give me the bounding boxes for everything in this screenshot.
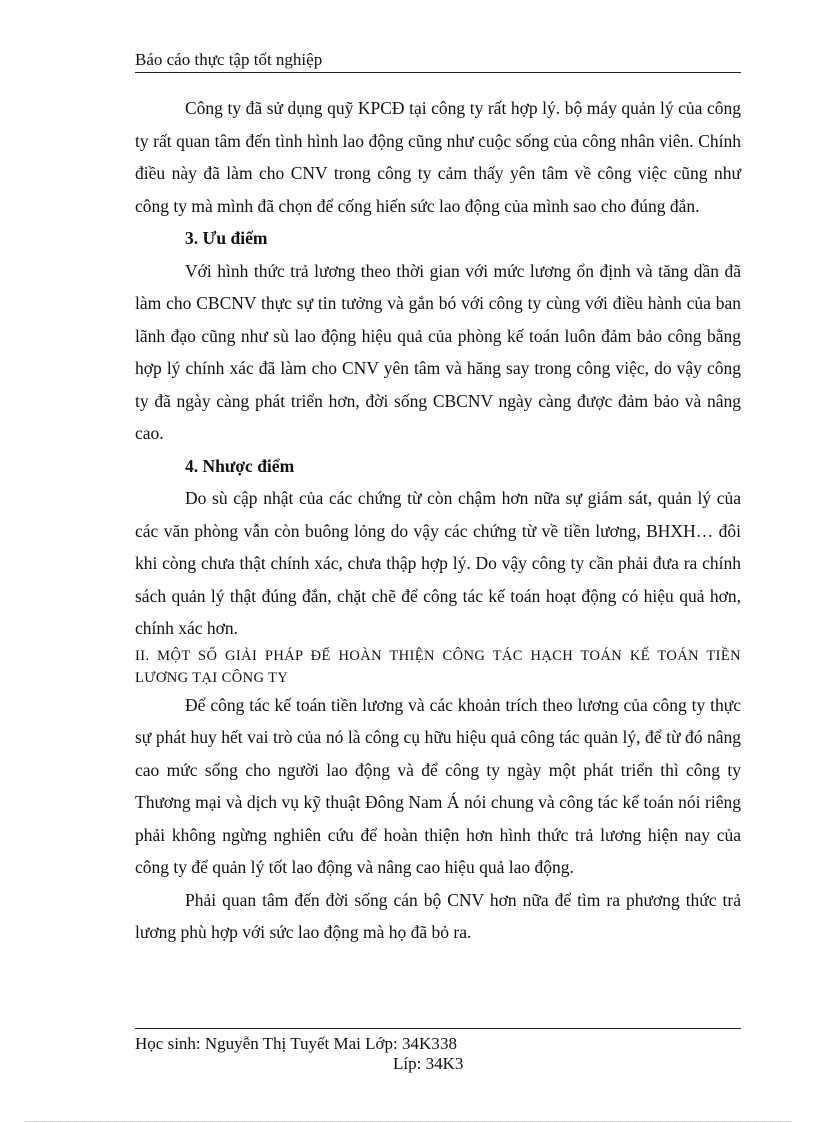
footer-class: Líp: 34K3: [393, 1054, 464, 1073]
paragraph-solutions: Để công tác kế toán tiền lương và các khoản trích theo lương của công ty thực sự phát huy hết vai trò của nó là công cụ hữu hiệu quả công tác quản lý, để từ đó nâng cao mức sống cho người lao động và để công ty ngày một phát triển thì công ty Thương mại và dịch vụ kỹ thuật Đông Nam Á nói chung và công tác kế toán nói riêng phải không ngừng nghiên cứu để hoàn thiện hơn hình thức trả lương hiện nay của công ty để quản lý tốt lao động và nâng cao hiệu quả lao động.: [135, 694, 741, 877]
report-title: Báo cáo thực tập tốt nghiệp: [135, 50, 323, 69]
section-heading-solutions: II. MỘT SỐ GIẢI PHÁP ĐỂ HOÀN THIỆN CÔNG TÁC HẠCH TOÁN KẾ TOÁN TIỀN LƯƠNG TẠI CÔNG TY: [135, 647, 741, 686]
paragraph-kpcd: Công ty đã sử dụng quỹ KPCĐ tại công ty rất hợp lý. bộ máy quản lý của công ty rất quan tâm đến tình hình lao động cũng như cuộc sống của công nhân viên. Chính điều này đã làm cho CNV trong công ty cảm thấy yên tâm về công việc cũng như công ty mà mình đã chọn để cống hiến sức lao động của mình sao cho đúng đắn.: [135, 98, 741, 216]
page-bottom-edge: [25, 1121, 791, 1122]
paragraph-advantages: Với hình thức trả lương theo thời gian với mức lương ổn định và tăng dần đã làm cho CBCNV thực sự tin tưởng và gắn bó với công ty cùng với điều hành của ban lãnh đạo cũng như sù lao động hiệu quả của phòng kế toán luôn đảm bảo công bằng hợp lý chính xác đã làm cho CNV yên tâm và hăng say trong công việc, do vậy công ty đã ngày càng phát triển hơn, đời sống CBCNV ngày càng được đảm bảo và nâng cao.: [135, 260, 741, 443]
paragraph-disadvantages: Do sù cập nhật của các chứng từ còn chậm hơn nữa sự giám sát, quản lý của các văn phòng vẫn còn buông lỏng do vậy các chứng từ về tiền lương, BHXH… đôi khi còng chưa thật chính xác, chưa thập hợp lý. Do vậy công ty cần phải đưa ra chính sách quản lý thật đúng đắn, chặt chẽ để công tác kế toán hoạt động có hiệu quả hơn, chính xác hơn.: [135, 488, 741, 638]
paragraph-wages: Phải quan tâm đến đời sống cán bộ CNV hơn nữa để tìm ra phương thức trả lương phù hợp với sức lao động mà họ đã bỏ ra.: [135, 889, 741, 942]
footer-divider: [135, 1028, 741, 1029]
heading-disadvantages: 4. Nhược điểm: [185, 455, 295, 476]
page-body: [135, 92, 741, 949]
page-header: [135, 50, 741, 73]
page-number: 38: [440, 1034, 457, 1053]
footer-student: Học sinh: Nguyễn Thị Tuyết Mai Lớp: 34K3: [135, 1034, 440, 1053]
heading-advantages: 3. Ưu điểm: [185, 228, 268, 248]
page-footer: [135, 1034, 741, 1074]
